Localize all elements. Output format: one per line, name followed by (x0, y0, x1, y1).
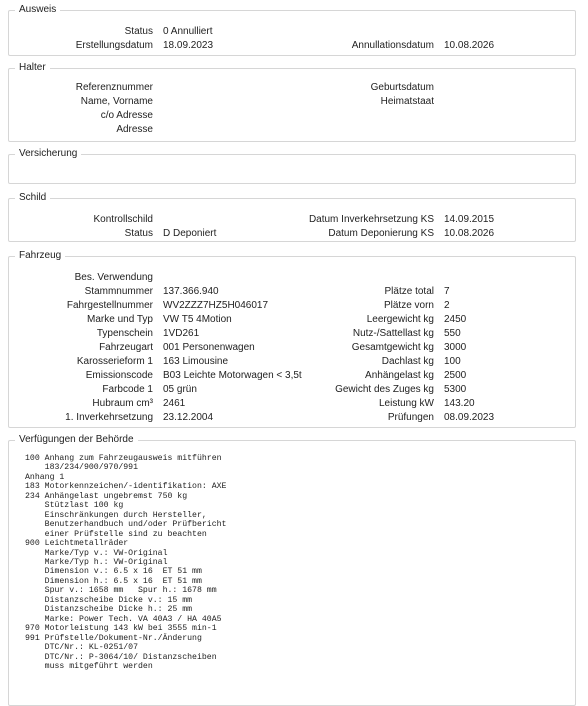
fahrzeug-field-value: WV2ZZZ7HZ5H046017 (163, 300, 269, 311)
verfuegung-line: Distanzscheibe Dicke v.: 15 mm (25, 595, 193, 605)
fahrzeug-field-label: Marke und Typ (87, 314, 153, 325)
status-value: 0 Annulliert (163, 26, 213, 37)
fahrzeug-field-value: 163 Limousine (163, 356, 229, 367)
fahrzeug-field-row (9, 383, 575, 396)
co-adresse-label: c/o Adresse (100, 110, 153, 121)
annullationsdatum-value: 10.08.2026 (444, 40, 495, 51)
annullationsdatum-label: Annullationsdatum (351, 40, 434, 51)
fahrzeug-field-value: 5300 (444, 384, 467, 395)
schild-legend: Schild (19, 192, 47, 203)
inverkehrsetzung-ks-label: Datum Inverkehrsetzung KS (308, 214, 434, 225)
kontrollschild-label: Kontrollschild (93, 214, 153, 225)
halter-section (8, 62, 576, 142)
verfuegung-line: Marke: Power Tech. VA 40A3 / HA 40A5 (25, 614, 222, 624)
fahrzeug-field-value: 2500 (444, 370, 467, 381)
fahrzeug-field-label: Leistung kW (378, 398, 434, 409)
verfuegung-line: DTC/Nr.: P-3064/10/ Distanzscheiben (25, 652, 217, 662)
fahrzeug-field-row (9, 313, 575, 326)
fahrzeug-legend: Fahrzeug (19, 250, 62, 261)
adresse-label: Adresse (116, 124, 153, 135)
fahrzeug-field-label: Fahrgestellnummer (66, 300, 153, 311)
fahrzeug-field-label: Nutz-/Sattellast kg (352, 328, 434, 339)
verfuegung-line: 234 Anhängelast ungebremst 750 kg (25, 491, 188, 501)
verfuegung-line: Einschränkungen durch Hersteller, (25, 510, 207, 520)
verfuegung-line: 100 Anhang zum Fahrzeugausweis mitführen (25, 454, 222, 463)
verfuegung-line: Dimension v.: 6.5 x 16 ET 51 mm (25, 567, 202, 577)
fahrzeug-field-row (9, 411, 575, 424)
referenznummer-label: Referenznummer (75, 82, 153, 93)
fahrzeug-field-label: 1. Inverkehrsetzung (65, 412, 153, 423)
schild-status-value: D Deponiert (163, 228, 217, 239)
geburtsdatum-label: Geburtsdatum (370, 82, 434, 93)
fahrzeug-field-value: VW T5 4Motion (163, 314, 232, 325)
verfuegung-line: Anhang 1 (25, 472, 65, 482)
erstellungsdatum-label: Erstellungsdatum (75, 40, 153, 51)
deponierung-ks-label: Datum Deponierung KS (328, 228, 434, 239)
schild-status-label: Status (124, 228, 153, 239)
verfuegung-line: 900 Leichtmetallräder (25, 539, 129, 549)
verfuegung-line: 991 Prüfstelle/Dokument-Nr./Änderung (25, 633, 202, 643)
ausweis-section (8, 4, 576, 56)
verfuegung-line: 183 Motorkennzeichen/-identifikation: AXE (25, 482, 227, 492)
fahrzeug-field-value: 3000 (444, 342, 467, 353)
fahrzeug-field-value: 2 (444, 300, 450, 311)
fahrzeug-field-label: Gewicht des Zuges kg (335, 384, 434, 395)
fahrzeug-field-row (9, 299, 575, 312)
fahrzeug-field-value: 100 (444, 356, 461, 367)
erstellungsdatum-value: 18.09.2023 (163, 40, 214, 51)
fahrzeug-field-label: Prüfungen (387, 412, 434, 423)
fahrzeug-field-label: Leergewicht kg (366, 314, 434, 325)
verfuegung-line: muss mitgeführt werden (25, 661, 153, 671)
fahrzeug-field-value: 143.20 (444, 398, 475, 409)
fahrzeug-field-label: Karosserieform 1 (76, 356, 153, 367)
fahrzeug-field-row (9, 341, 575, 354)
schild-section (8, 192, 576, 242)
fahrzeug-field-label: Hubraum cm³ (92, 398, 153, 409)
verfuegungen-text (25, 454, 226, 671)
fahrzeug-field-label: Typenschein (96, 328, 153, 339)
name-label: Name, Vorname (80, 96, 153, 107)
verfuegung-line: Distanzscheibe Dicke h.: 25 mm (25, 605, 193, 615)
fahrzeug-section (8, 250, 576, 428)
fahrzeug-field-row (9, 285, 575, 298)
fahrzeug-field-value: 7 (444, 286, 450, 297)
verfuegungen-section (8, 434, 576, 706)
fahrzeug-field-value: B03 Leichte Motorwagen < 3,5t (163, 370, 302, 381)
fahrzeug-field-value: 2450 (444, 314, 467, 325)
versicherung-section (8, 148, 576, 184)
verfuegung-line: Spur v.: 1658 mm Spur h.: 1678 mm (25, 586, 217, 596)
fahrzeug-field-label: Fahrzeugart (99, 342, 153, 353)
fahrzeug-field-label: Farbcode 1 (102, 384, 153, 395)
fahrzeug-field-value: 08.09.2023 (444, 412, 495, 423)
fahrzeug-field-label: Plätze total (384, 286, 434, 297)
fahrzeug-field-value: 550 (444, 328, 461, 339)
verfuegung-line: 970 Motorleistung 143 kW bei 3555 min-1 (25, 624, 217, 634)
fahrzeug-field-row (9, 327, 575, 340)
fahrzeug-field-value: 05 grün (163, 384, 197, 395)
versicherung-legend: Versicherung (19, 148, 78, 159)
fahrzeug-field-value: 2461 (163, 398, 186, 409)
verfuegung-line: Dimension h.: 6.5 x 16 ET 51 mm (25, 576, 202, 586)
fahrzeug-field-row (9, 369, 575, 382)
halter-legend: Halter (19, 62, 46, 73)
verfuegung-line: Benutzerhandbuch und/oder Prüfbericht (25, 520, 227, 530)
fahrzeug-field-label: Emissionscode (85, 370, 153, 381)
fahrzeug-field-label: Bes. Verwendung (74, 272, 153, 283)
verfuegung-line: Marke/Typ v.: VW-Original (25, 548, 168, 558)
verfuegung-line: DTC/Nr.: KL-0251/07 (25, 643, 139, 653)
deponierung-ks-value: 10.08.2026 (444, 228, 495, 239)
fahrzeug-field-value: 137.366.940 (163, 286, 219, 297)
verfuegung-line: Stützlast 100 kg (25, 501, 124, 511)
fahrzeug-field-label: Anhängelast kg (365, 370, 434, 381)
fahrzeug-field-label: Plätze vorn (383, 300, 434, 311)
verfuegung-line: 183/234/900/970/991 (25, 463, 139, 473)
fahrzeug-field-label: Stammnummer (84, 286, 153, 297)
fahrzeug-field-row (9, 271, 575, 284)
verfuegung-line: einer Prüfstelle sind zu beachten (25, 529, 207, 539)
fahrzeug-field-label: Gesamtgewicht kg (351, 342, 434, 353)
fahrzeug-field-row (9, 355, 575, 368)
verfuegung-line: Marke/Typ h.: VW-Original (25, 557, 168, 567)
inverkehrsetzung-ks-value: 14.09.2015 (444, 214, 495, 225)
fahrzeug-field-label: Dachlast kg (381, 356, 434, 367)
verfuegungen-legend: Verfügungen der Behörde (19, 434, 134, 445)
status-label: Status (124, 26, 153, 37)
fahrzeug-field-row (9, 397, 575, 410)
fahrzeug-field-value: 001 Personenwagen (163, 342, 255, 353)
heimatstaat-label: Heimatstaat (380, 96, 434, 107)
fahrzeug-field-value: 1VD261 (163, 328, 200, 339)
ausweis-legend: Ausweis (19, 4, 57, 15)
fahrzeug-field-value: 23.12.2004 (163, 412, 214, 423)
